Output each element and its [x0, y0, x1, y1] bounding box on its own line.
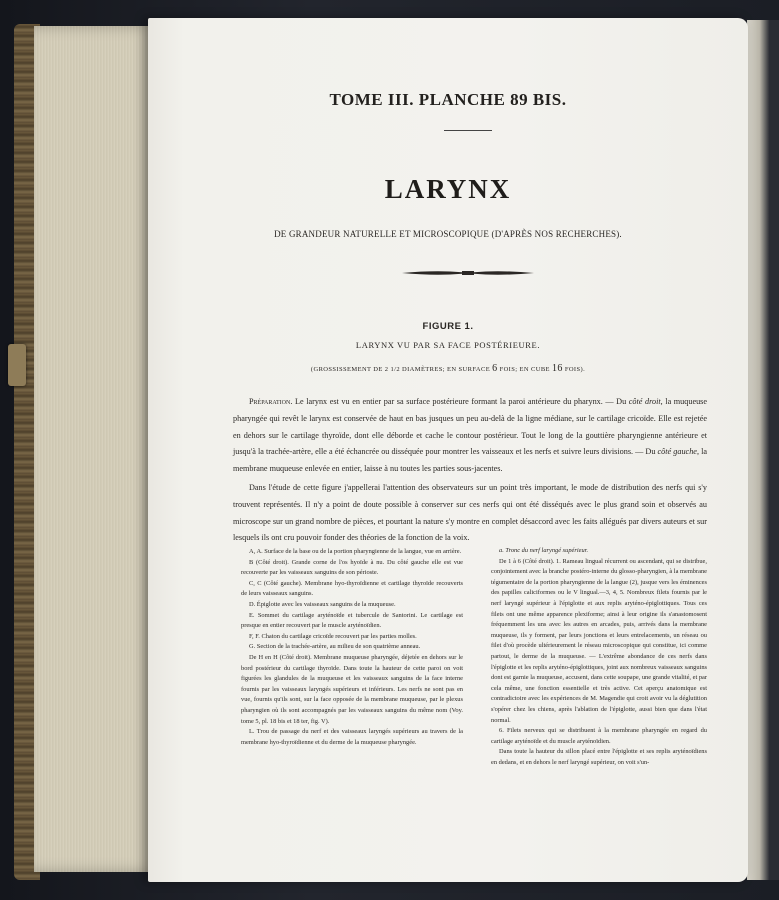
preparation-lead: Préparation. — [249, 397, 293, 406]
facing-page-edge — [747, 20, 779, 880]
legend-item: F, F. Chaton du cartilage cricoïde recouvert par les parties molles. — [249, 632, 417, 640]
legend-item: E. Sommet du cartilage aryténoïde et tubercule de Santorini. Le cartilage est presque en entier recouvert par le muscle aryténoïdien. — [241, 611, 463, 630]
scale-text-c: FOIS; EN CUBE — [499, 366, 550, 373]
emphasis: côté gauche — [657, 447, 697, 457]
divider-rule — [444, 130, 492, 131]
legend-left-column — [241, 547, 463, 748]
figure-scale — [148, 363, 748, 374]
legend-heading: a. Tronc du nerf laryngé supérieur. — [499, 547, 589, 554]
legend-item: G. Section de la trachée-artère, au milieu de son quatrième anneau. — [249, 643, 421, 651]
scale-text-e: FOIS). — [564, 366, 586, 373]
volume-heading: TOME III. PLANCHE 89 BIS. — [329, 90, 567, 109]
body-text — [233, 394, 707, 549]
legend-item: 6. Filets nerveux qui se distribuent à la membrane pharyngée en regard du cartilage aryténoïde et du muscle aryténoïdien. — [491, 727, 707, 745]
text-run: , la muqueuse pharyngée qui revêt le larynx est conservée de haut en bas jusques un peu au-delà de la ligne médiane, sur le cartilage cricoïde. Elle est rejetée en dehors sur le cartilage thyroïde, dont elle déborde et cache le contour postérieur. Tout le long de la gouttière pharyngienne antérieure et jusqu'à la trachée-artère, elle a été échancrée ou disséquée pour montrer les vaisseaux et les nerfs et suivre leurs divisions. — Du — [233, 397, 707, 457]
scale-text-a: (GROSSISSEMENT DE 2 1/2 DIAMÈTRES; EN SURFACE — [310, 366, 491, 373]
page-subtitle: DE GRANDEUR NATURELLE ET MICROSCOPIQUE (D'APRÈS NOS RECHERCHES). — [274, 229, 622, 239]
page-stack — [34, 26, 156, 872]
figure-label: FIGURE 1. — [422, 321, 474, 332]
legend-item: Dans toute la hauteur du sillon placé entre l'épiglotte et ses replis aryténoïdiens en dedans, et en dehors le nerf laryngé supérieur, on voit s'un- — [491, 748, 707, 766]
book-page — [148, 18, 748, 882]
emphasis: côté droit — [628, 397, 661, 406]
legend-right-column — [491, 546, 707, 768]
paragraph-nerves: Dans l'étude de cette figure j'appellerai l'attention des observateurs sur un point très important, le mode de distribution des nerfs qui s'y trouvent représentés. Il n'y a point de doute possible à conserver sur ces nerfs qui ont été disséqués avec le plus grand soin et observés au microscope sur un grand nombre de pièces, et pourtant la nature s'y montre en complet désaccord avec les faits allégués par divers auteurs et sur lesquels ils ont cru pouvoir fonder des théories de la fonction de la voix. — [233, 482, 707, 543]
text-run: , la membrane muqueuse enlevée en entier, laisse à nu toutes les parties sous-jacentes. — [233, 447, 707, 474]
legend-item — [491, 546, 707, 557]
legend-item: A, A. Surface de la base ou de la portion pharyngienne de la langue, vue en arrière. — [249, 548, 462, 555]
paragraph-preparation — [233, 394, 707, 478]
legend-item: L. Trou de passage du nerf et des vaisseaux laryngés supérieurs au travers de la membrane hyo-thyroïdienne et du derme de la muqueuse pharyngée. — [241, 728, 463, 746]
legend-item: De 1 à 6 (Côté droit). 1. Rameau lingual récurrent ou ascendant, qui se distribue, conjointement avec la branche postéro-interne du glosso-pharyngien, à la membrane tégumentaire de la portion pharyngienne de la langue (2), jusque vers les éminences des papilles caliciformes ou le V lingual.—3, 4, 5. Nombreux filets fournis par le nerf laryngé supérieur à l'épiglotte et aux replis aryténo-épiglottiques. Tous ces filets ont une même apparence plexiforme; ainsi à leur origine ils s'anastomosent fréquemment les uns avec les autres en arcades, puis, arrivés dans la membrane muqueuse, ils y forment, par leurs jonctions et leurs entrelacements, un réseau ou filet d'où procède ultérieurement le réseau microscopique qui constitue, ici comme partout, le derme de la muqueuse. — L'extrême abondance de ces nerfs dans l'épiglotte et les replis aryténo-épiglottiques, joint aux nombreux vaisseaux sanguins dont est garnie la muqueuse, accusent, dans cette soupape, une grande vitalité, et par cela même, une fonction essentielle et très active. Cet aperçu anatomique est contradictoire avec les expériences de M. Magendie qui croit avoir vu la déglutition s'opérer chez les chiens, après l'ablation de l'épiglotte, aussi bien que dans l'état normal. — [491, 557, 707, 724]
figure-caption: LARYNX VU PAR SA FACE POSTÉRIEURE. — [355, 340, 541, 350]
scale-cube: 16 — [551, 363, 563, 374]
legend-item: De H en H (Côté droit). Membrane muqueuse pharyngée, déjetée en dehors sur le bord postérieur du cartilage thyroïde. Dans toute la hauteur de cette paroi on voit figurées les glandules de la muqueuse et les vaisseaux sanguins de la face interne fournis par les vaisseaux laryngés supérieurs et inférieurs. Les nerfs ne sont pas en vue, fournis qu'ils sont, sur la face opposée de la membrane muqueuse, par le plexus pharyngien où ils sont accompagnés par les vaisseaux sanguins du même nom (Voy. tome 5, pl. 18 bis et 18 ter, fig. V). — [241, 653, 463, 725]
legend-item: B (Côté droit). Grande corne de l'os hyoïde à nu. Du côté gauche elle est vue recouverte par les vaisseaux sanguins de son périoste. — [241, 558, 463, 577]
scale-surface: 6 — [492, 363, 498, 374]
text-run: Le larynx est vu en entier par sa surface postérieure formant la paroi antérieure du pharynx. — Du — [292, 397, 629, 406]
legend-item: D. Épiglotte avec les vaisseaux sanguins de la muqueuse. — [249, 600, 396, 608]
book-clasp — [8, 344, 26, 386]
page-title: LARYNX — [384, 174, 512, 204]
legend-item: C, C (Côté gauche). Membrane hyo-thyroïdienne et cartilage thyroïde recouverts de leurs vaisseaux sanguins. — [241, 579, 463, 598]
ornament-divider — [402, 268, 534, 278]
